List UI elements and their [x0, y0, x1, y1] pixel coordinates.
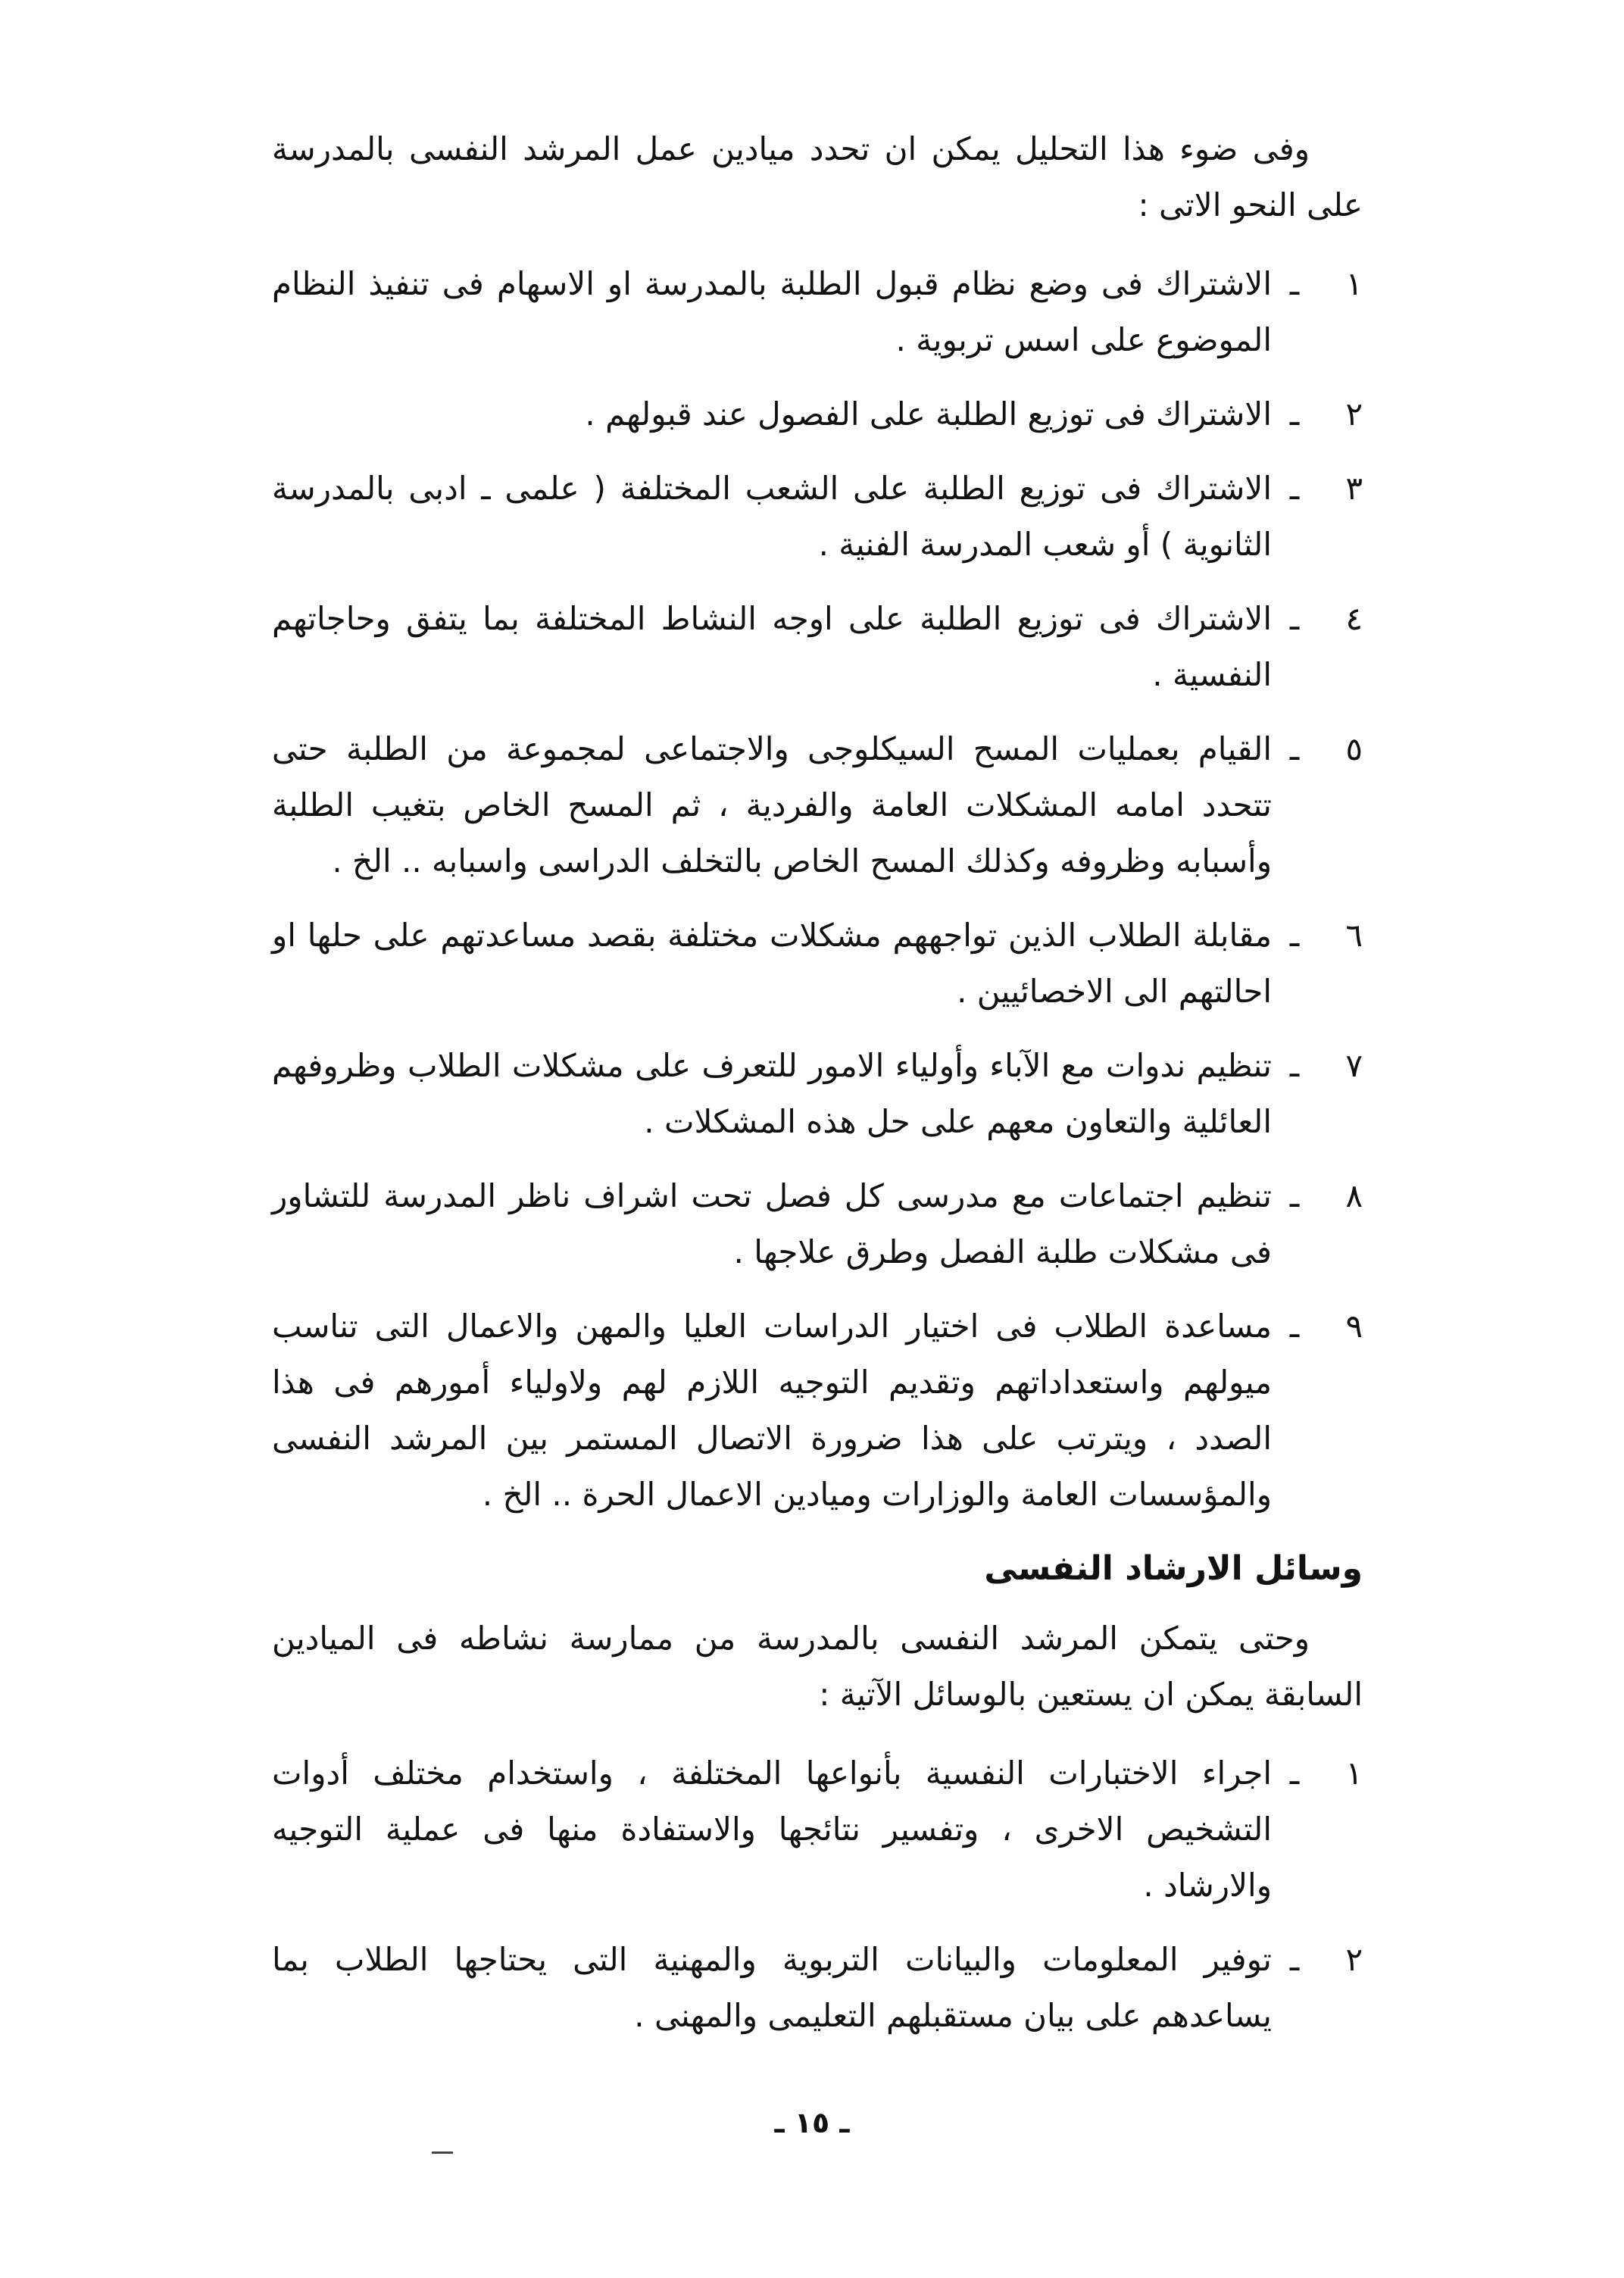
item-dash: ـ	[1289, 1755, 1300, 1792]
document-page	[272, 121, 1363, 2064]
item-dash: ـ	[1289, 1177, 1300, 1214]
item-number: ٣	[1345, 470, 1363, 507]
item-dash: ـ	[1289, 730, 1300, 767]
list-item	[272, 591, 1363, 703]
item-number: ٢	[1345, 395, 1363, 433]
means-list	[272, 1745, 1363, 2044]
item-text: الاشتراك فى توزيع الطلبة على الشعب المختلفة ( علمى ـ ادبى بالمدرسة الثانوية ) أو شعب المدرسة الفنية .	[272, 470, 1272, 563]
item-number: ٧	[1345, 1047, 1363, 1084]
list-item	[272, 908, 1363, 1020]
item-text: اجراء الاختبارات النفسية بأنواعها المختلفة ، واستخدام مختلف أدوات التشخيص الاخرى ، وتفسير نتائجها والاستفادة منها فى عملية التوجيه والارشاد .	[272, 1755, 1272, 1904]
intro-paragraph: وفى ضوء هذا التحليل يمكن ان تحدد ميادين عمل المرشد النفسى بالمدرسة على النحو الاتى :	[272, 130, 1363, 223]
list-item	[272, 386, 1363, 442]
fields-list	[272, 256, 1363, 1523]
section-heading: وسائل الارشاد النفسى	[984, 1549, 1363, 1588]
item-dash: ـ	[1289, 470, 1300, 507]
item-number: ١	[1345, 1755, 1363, 1792]
item-text: توفير المعلومات والبيانات التربوية والمهنية التى يحتاجها الطلاب بما يساعدهم على بيان مستقبلهم التعليمى والمهنى .	[272, 1941, 1272, 2034]
item-text: مساعدة الطلاب فى اختيار الدراسات العليا والمهن والاعمال التى تناسب ميولهم واستعداداتهم وتقديم التوجيه اللازم لهم ولاولياء أمورهم فى هذا الصدد ، ويترتب على هذا ضرورة الاتصال المستمر بين المرشد النفسى والمؤسسات العامة والوزارات وميادين الاعمال الحرة .. الخ .	[272, 1308, 1272, 1513]
item-number: ١	[1345, 265, 1363, 302]
means-intro-paragraph: وحتى يتمكن المرشد النفسى بالمدرسة من ممارسة نشاطه فى الميادين السابقة يمكن ان يستعين بالوسائل الآتية :	[272, 1620, 1363, 1713]
item-number: ٢	[1345, 1941, 1363, 1978]
item-dash: ـ	[1289, 917, 1300, 954]
item-number: ٤	[1345, 600, 1363, 637]
item-dash: ـ	[1289, 600, 1300, 637]
list-item	[272, 721, 1363, 889]
list-item	[272, 256, 1363, 368]
item-dash: ـ	[1289, 395, 1300, 433]
list-item	[272, 1038, 1363, 1150]
item-text: تنظيم ندوات مع الآباء وأولياء الامور للتعرف على مشكلات الطلاب وظروفهم العائلية والتعاون معهم على حل هذه المشكلات .	[272, 1047, 1272, 1140]
item-dash: ـ	[1289, 265, 1300, 302]
item-number: ٩	[1345, 1308, 1363, 1345]
item-text: مقابلة الطلاب الذين تواجههم مشكلات مختلفة بقصد مساعدتهم على حلها او احالتهم الى الاخصائيين .	[272, 917, 1272, 1010]
item-dash: ـ	[1289, 1047, 1300, 1084]
list-item	[272, 1745, 1363, 1914]
item-text: القيام بعمليات المسح السيكلوجى والاجتماعى لمجموعة من الطلبة حتى تتحدد امامه المشكلات العامة والفردية ، ثم المسح الخاص بتغيب الطلبة وأسبابه وظروفه وكذلك المسح الخاص بالتخلف الدراسى واسبابه .. الخ .	[272, 730, 1272, 880]
item-dash: ـ	[1289, 1308, 1300, 1345]
list-item	[272, 1168, 1363, 1280]
item-text: الاشتراك فى توزيع الطلبة على الفصول عند قبولهم .	[585, 395, 1272, 433]
item-number: ٨	[1345, 1177, 1363, 1214]
item-text: الاشتراك فى وضع نظام قبول الطلبة بالمدرسة او الاسهام فى تنفيذ النظام الموضوع على اسس تربوية .	[272, 265, 1272, 358]
page-number: ـ ١٥ ـ	[774, 2106, 850, 2139]
item-text: تنظيم اجتماعات مع مدرسى كل فصل تحت اشراف ناظر المدرسة للتشاور فى مشكلات طلبة الفصل وطرق علاجها .	[272, 1177, 1272, 1270]
list-item	[272, 1298, 1363, 1523]
item-number: ٦	[1345, 917, 1363, 954]
list-item	[272, 1932, 1363, 2044]
item-dash: ـ	[1289, 1941, 1300, 1978]
scan-mark	[432, 2151, 453, 2154]
item-text: الاشتراك فى توزيع الطلبة على اوجه النشاط المختلفة بما يتفق وحاجاتهم النفسية .	[272, 600, 1272, 693]
list-item	[272, 461, 1363, 573]
item-number: ٥	[1345, 730, 1363, 767]
